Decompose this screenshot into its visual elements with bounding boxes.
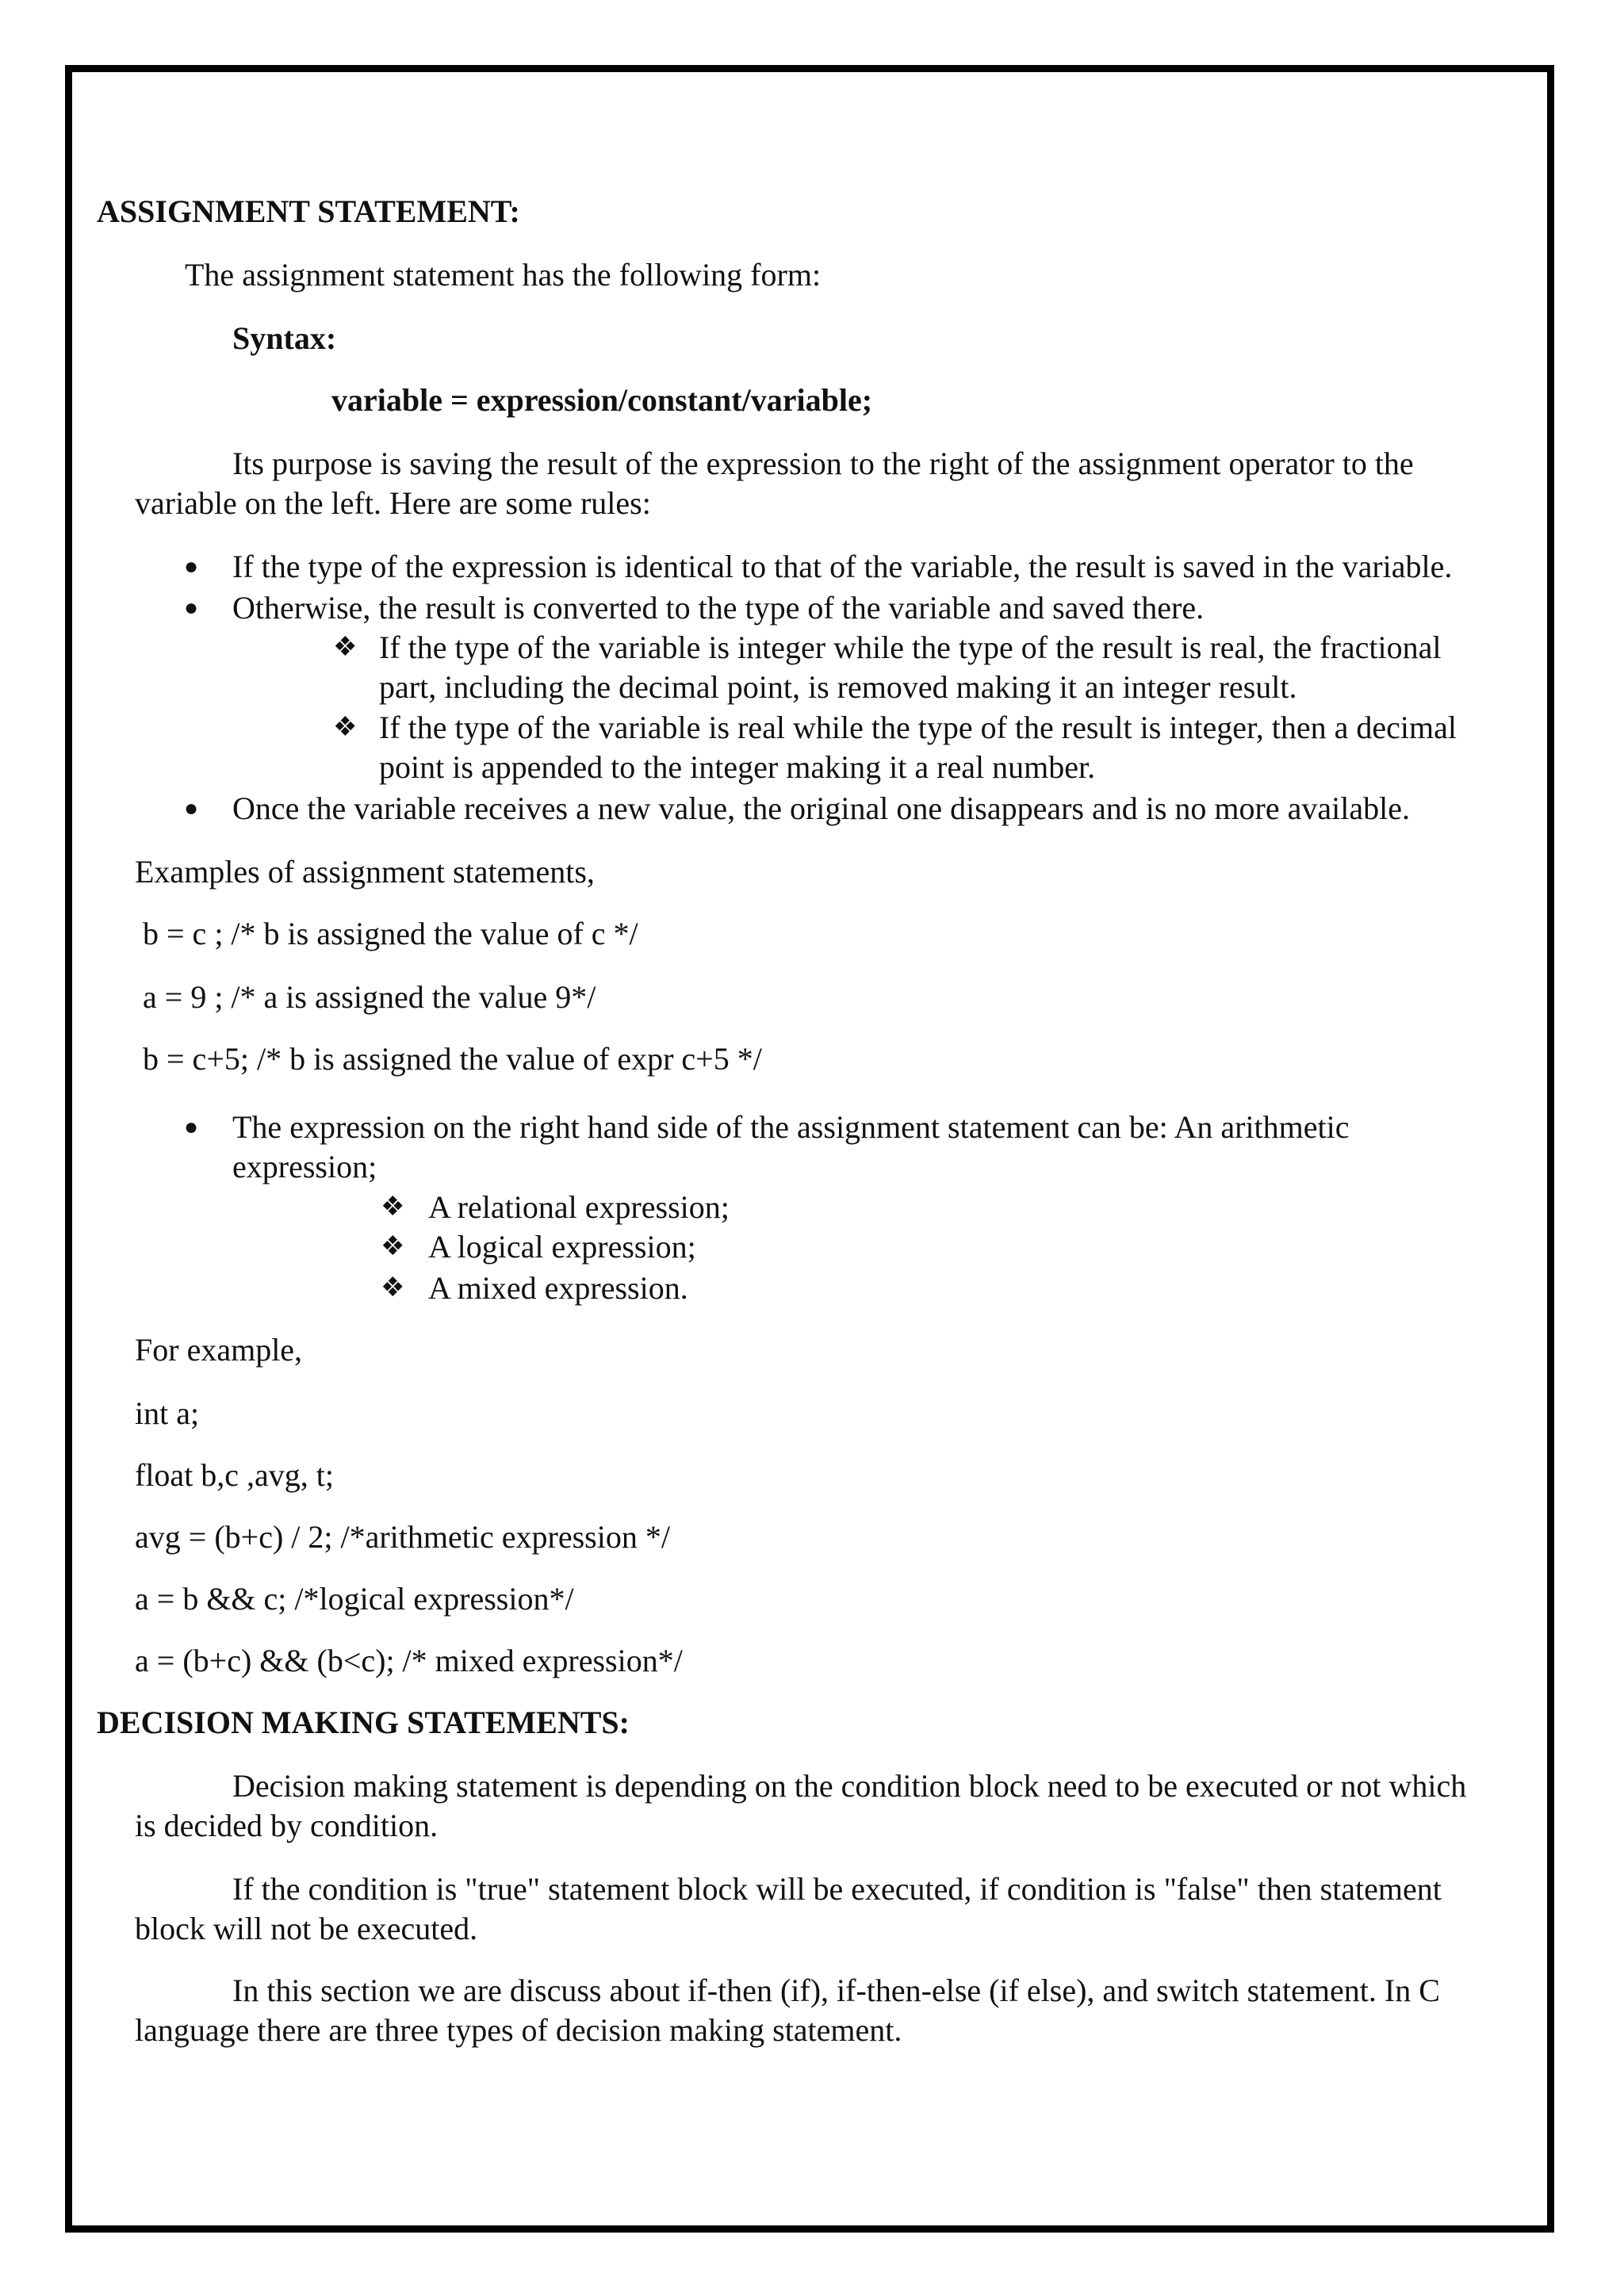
code-line: a = (b+c) && (b<c); /* mixed expression*/ <box>135 1643 683 1678</box>
paragraph-line: block will not be executed. <box>135 1911 478 1946</box>
example-line: b = c+5; /* b is assigned the value of expr c+5 */ <box>143 1041 762 1077</box>
subrule-item-cont: point is appended to the integer making it a real number. <box>379 749 1096 785</box>
syntax-label: Syntax: <box>232 320 337 356</box>
rule-item: Otherwise, the result is converted to the type of the variable and saved there. <box>232 590 1205 626</box>
rhs-line-1: The expression on the right hand side of the assignment statement can be: An arithmetic <box>232 1109 1350 1145</box>
code-line: a = b && c; /*logical expression*/ <box>135 1581 574 1617</box>
diamond-bullet-icon: ❖ <box>381 1232 405 1261</box>
rule-item: If the type of the expression is identical to that of the variable, the result is saved in the variable. <box>232 549 1453 584</box>
code-line: int a; <box>135 1395 200 1431</box>
for-example-label: For example, <box>135 1332 303 1368</box>
diamond-bullet-icon: ❖ <box>381 1192 405 1222</box>
example-line: b = c ; /* b is assigned the value of c */ <box>143 916 638 951</box>
syntax-form: variable = expression/constant/variable; <box>331 382 873 418</box>
subrule-item-cont: part, including the decimal point, is removed making it an integer result. <box>379 669 1297 705</box>
paragraph-line: is decided by condition. <box>135 1808 439 1843</box>
rhs-kind: A mixed expression. <box>428 1270 688 1306</box>
paragraph-line: If the condition is "true" statement block will be executed, if condition is "false" then statement <box>232 1871 1442 1907</box>
code-line: avg = (b+c) / 2; /*arithmetic expression */ <box>135 1519 670 1555</box>
diamond-bullet-icon: ❖ <box>381 1273 405 1303</box>
rhs-kind: A relational expression; <box>428 1189 730 1225</box>
code-line: float b,c ,avg, t; <box>135 1457 335 1493</box>
section-heading-decision: DECISION MAKING STATEMENTS: <box>97 1705 630 1740</box>
section-heading-assignment: ASSIGNMENT STATEMENT: <box>97 193 520 229</box>
rhs-line-2: expression; <box>232 1149 377 1184</box>
example-line: a = 9 ; /* a is assigned the value 9*/ <box>143 979 596 1015</box>
diamond-bullet-icon: ❖ <box>333 713 358 742</box>
paragraph-line: language there are three types of decision making statement. <box>135 2012 902 2048</box>
examples-label: Examples of assignment statements, <box>135 854 595 890</box>
purpose-line-2: variable on the left. Here are some rules: <box>135 485 651 521</box>
bullet-icon: ● <box>184 795 199 821</box>
bullet-icon: ● <box>184 595 199 621</box>
paragraph-line: In this section we are discuss about if-then (if), if-then-else (if else), and switch statement. In C <box>232 1973 1440 2008</box>
paragraph-line: Decision making statement is depending on the condition block need to be executed or not which <box>232 1768 1467 1804</box>
rhs-kind: A logical expression; <box>428 1229 696 1265</box>
intro-text: The assignment statement has the following form: <box>185 257 822 293</box>
subrule-item: If the type of the variable is integer while the type of the result is real, the fractional <box>379 629 1442 665</box>
subrule-item: If the type of the variable is real while the type of the result is integer, then a decimal <box>379 710 1457 745</box>
purpose-line-1: Its purpose is saving the result of the expression to the right of the assignment operator to the <box>232 446 1414 481</box>
rule-item: Once the variable receives a new value, the original one disappears and is no more available. <box>232 790 1410 826</box>
bullet-icon: ● <box>184 1114 199 1140</box>
bullet-icon: ● <box>184 553 199 580</box>
diamond-bullet-icon: ❖ <box>333 633 358 662</box>
